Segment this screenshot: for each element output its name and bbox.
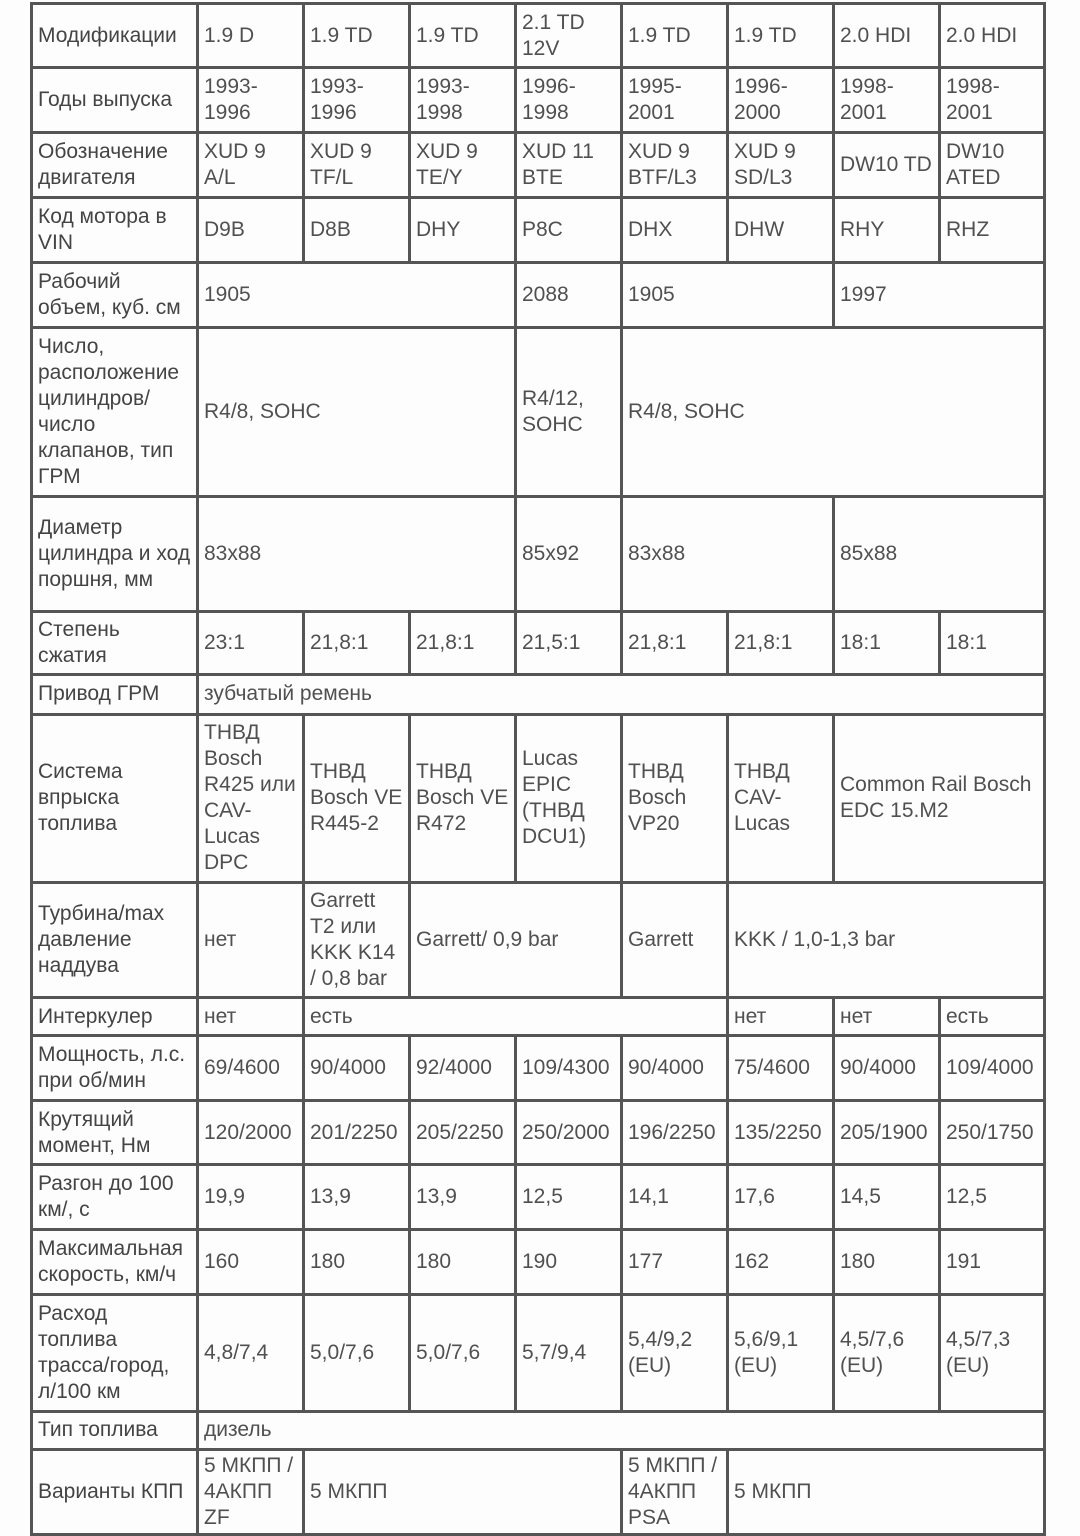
table-cell: 5,0/7,6 (304, 1294, 410, 1411)
table-cell: D8B (304, 198, 410, 263)
table-cell: 1995-2001 (622, 68, 728, 133)
table-cell: XUD 9 SD/L3 (728, 133, 834, 198)
table-cell: 5,4/9,2 (EU) (622, 1294, 728, 1411)
table-cell: ТНВД Bosch VE R445-2 (304, 714, 410, 882)
table-cell: 250/2000 (516, 1101, 622, 1165)
table-cell: R4/8, SOHC (198, 328, 516, 496)
table-cell: 5,0/7,6 (410, 1294, 516, 1411)
row-label: Число, расположение цилиндров/ число клапанов, тип ГРМ (32, 328, 198, 496)
table-cell: XUD 9 TF/L (304, 133, 410, 198)
row-label: Расход топлива трасса/город, л/100 км (32, 1294, 198, 1411)
table-row (32, 1036, 1045, 1101)
table-cell: 13,9 (304, 1165, 410, 1229)
table-cell: 21,8:1 (728, 611, 834, 674)
table-cell: 21,5:1 (516, 611, 622, 674)
table-cell: 1993-1998 (410, 68, 516, 133)
table-cell: 83x88 (198, 496, 516, 611)
row-label: Интеркулер (32, 998, 198, 1036)
table-cell: 5,6/9,1 (EU) (728, 1294, 834, 1411)
table-cell: нет (198, 883, 304, 998)
row-label: Код мотора в VIN (32, 198, 198, 263)
table-cell: 23:1 (198, 611, 304, 674)
table-cell: 205/2250 (410, 1101, 516, 1165)
table-cell: P8C (516, 198, 622, 263)
row-label: Турбина/max давление наддува (32, 883, 198, 998)
table-cell: 205/1900 (834, 1101, 940, 1165)
table-cell: нет (728, 998, 834, 1036)
table-cell: 1996-1998 (516, 68, 622, 133)
table-cell: ТНВД CAV-Lucas (728, 714, 834, 882)
row-label: Годы выпуска (32, 68, 198, 133)
table-cell: XUD 9 A/L (198, 133, 304, 198)
table-cell: 180 (834, 1229, 940, 1294)
table-cell: DHX (622, 198, 728, 263)
row-label: Степень сжатия (32, 611, 198, 674)
table-cell: 14,5 (834, 1165, 940, 1229)
table-cell: есть (304, 998, 728, 1036)
table-cell: 1905 (198, 263, 516, 328)
table-cell: XUD 9 BTF/L3 (622, 133, 728, 198)
table-cell: 1997 (834, 263, 1045, 328)
table-cell: 1.9 TD (728, 4, 834, 68)
table-row (32, 998, 1045, 1036)
row-label: Рабочий объем, куб. см (32, 263, 198, 328)
table-cell: 75/4600 (728, 1036, 834, 1101)
table-cell: 2088 (516, 263, 622, 328)
table-cell: 1905 (622, 263, 834, 328)
table-cell: 1993-1996 (304, 68, 410, 133)
table-cell: Garrett T2 или KKK K14 / 0,8 bar (304, 883, 410, 998)
table-cell: 162 (728, 1229, 834, 1294)
row-label: Максимальная скорость, км/ч (32, 1229, 198, 1294)
table-cell: 18:1 (940, 611, 1045, 674)
table-cell: зубчатый ремень (198, 674, 1045, 714)
table-cell: 5 МКПП (304, 1449, 622, 1534)
table-cell: 180 (304, 1229, 410, 1294)
table-cell: 4,5/7,3 (EU) (940, 1294, 1045, 1411)
table-cell: 190 (516, 1229, 622, 1294)
table-cell: 2.1 TD 12V (516, 4, 622, 68)
table-cell: D9B (198, 198, 304, 263)
table-cell: 4,8/7,4 (198, 1294, 304, 1411)
table-cell: 5 МКПП (728, 1449, 1045, 1534)
table-cell: 160 (198, 1229, 304, 1294)
table-cell: дизель (198, 1411, 1045, 1449)
table-cell: 14,1 (622, 1165, 728, 1229)
table-cell: 120/2000 (198, 1101, 304, 1165)
row-label: Варианты КПП (32, 1449, 198, 1534)
row-label: Мощность, л.с. при об/мин (32, 1036, 198, 1101)
table-cell: 85x92 (516, 496, 622, 611)
row-label: Тип топлива (32, 1411, 198, 1449)
table-cell: R4/8, SOHC (622, 328, 1045, 496)
table-cell: 90/4000 (304, 1036, 410, 1101)
table-row (32, 263, 1045, 328)
table-cell: 1.9 TD (304, 4, 410, 68)
table-cell: нет (834, 998, 940, 1036)
table-row (32, 68, 1045, 133)
table-row (32, 714, 1045, 882)
table-cell: 12,5 (516, 1165, 622, 1229)
table-row (32, 496, 1045, 611)
table-cell: RHY (834, 198, 940, 263)
table-cell: XUD 9 TE/Y (410, 133, 516, 198)
table-cell: 19,9 (198, 1165, 304, 1229)
table-row (32, 1449, 1045, 1534)
table-cell: 92/4000 (410, 1036, 516, 1101)
row-label: Привод ГРМ (32, 674, 198, 714)
table-cell: DW10 ATED (940, 133, 1045, 198)
table-cell: 5 МКПП / 4АКПП PSA (622, 1449, 728, 1534)
table-row (32, 1229, 1045, 1294)
table-cell: Common Rail Bosch EDC 15.M2 (834, 714, 1045, 882)
table-cell: Garrett/ 0,9 bar (410, 883, 622, 998)
table-cell: 17,6 (728, 1165, 834, 1229)
table-row (32, 4, 1045, 68)
table-cell: 90/4000 (622, 1036, 728, 1101)
table-cell: RHZ (940, 198, 1045, 263)
table-cell: 109/4300 (516, 1036, 622, 1101)
row-label: Обозначение двигателя (32, 133, 198, 198)
table-cell: DW10 TD (834, 133, 940, 198)
table-cell: DHY (410, 198, 516, 263)
table-row (32, 1101, 1045, 1165)
table-row (32, 328, 1045, 496)
table-cell: 2.0 HDI (940, 4, 1045, 68)
table-cell: 1998-2001 (834, 68, 940, 133)
row-label: Система впрыска топлива (32, 714, 198, 882)
table-row (32, 883, 1045, 998)
table-row (32, 1165, 1045, 1229)
table-cell: 21,8:1 (622, 611, 728, 674)
table-cell: 13,9 (410, 1165, 516, 1229)
table-row (32, 133, 1045, 198)
table-cell: 177 (622, 1229, 728, 1294)
table-cell: R4/12, SOHC (516, 328, 622, 496)
table-cell: 109/4000 (940, 1036, 1045, 1101)
table-cell: ТНВД Bosch VE R472 (410, 714, 516, 882)
table-cell: 250/1750 (940, 1101, 1045, 1165)
table-cell: 21,8:1 (304, 611, 410, 674)
table-cell: 135/2250 (728, 1101, 834, 1165)
table-cell: 191 (940, 1229, 1045, 1294)
table-cell: 85x88 (834, 496, 1045, 611)
table-cell: Lucas EPIC (ТНВД DCU1) (516, 714, 622, 882)
table-row (32, 1294, 1045, 1411)
table-cell: 1993-1996 (198, 68, 304, 133)
table-cell: 5,7/9,4 (516, 1294, 622, 1411)
table-cell: 18:1 (834, 611, 940, 674)
table-cell: 5 МКПП / 4АКПП ZF (198, 1449, 304, 1534)
table-cell: 90/4000 (834, 1036, 940, 1101)
row-label: Модификации (32, 4, 198, 68)
table-cell: 196/2250 (622, 1101, 728, 1165)
table-cell: 1.9 D (198, 4, 304, 68)
row-label: Разгон до 100 км/, с (32, 1165, 198, 1229)
table-cell: ТНВД Bosch VP20 (622, 714, 728, 882)
table-row (32, 611, 1045, 674)
table-cell: XUD 11 BTE (516, 133, 622, 198)
engine-spec-table (30, 2, 1046, 1536)
table-cell: 180 (410, 1229, 516, 1294)
table-cell: ТНВД Bosch R425 или CAV-Lucas DPC (198, 714, 304, 882)
table-cell: 1.9 TD (622, 4, 728, 68)
table-cell: Garrett (622, 883, 728, 998)
table-cell: 201/2250 (304, 1101, 410, 1165)
table-cell: 69/4600 (198, 1036, 304, 1101)
table-cell: 1998-2001 (940, 68, 1045, 133)
table-row (32, 674, 1045, 714)
table-cell: 12,5 (940, 1165, 1045, 1229)
table-cell: KKK / 1,0-1,3 bar (728, 883, 1045, 998)
table-cell: 83x88 (622, 496, 834, 611)
row-label: Крутящий момент, Нм (32, 1101, 198, 1165)
table-cell: 4,5/7,6 (EU) (834, 1294, 940, 1411)
table-cell: нет (198, 998, 304, 1036)
table-cell: есть (940, 998, 1045, 1036)
table-cell: 21,8:1 (410, 611, 516, 674)
row-label: Диаметр цилиндра и ход поршня, мм (32, 496, 198, 611)
table-cell: 1.9 TD (410, 4, 516, 68)
table-cell: 2.0 HDI (834, 4, 940, 68)
table-cell: DHW (728, 198, 834, 263)
table-row (32, 1411, 1045, 1449)
table-cell: 1996-2000 (728, 68, 834, 133)
table-row (32, 198, 1045, 263)
